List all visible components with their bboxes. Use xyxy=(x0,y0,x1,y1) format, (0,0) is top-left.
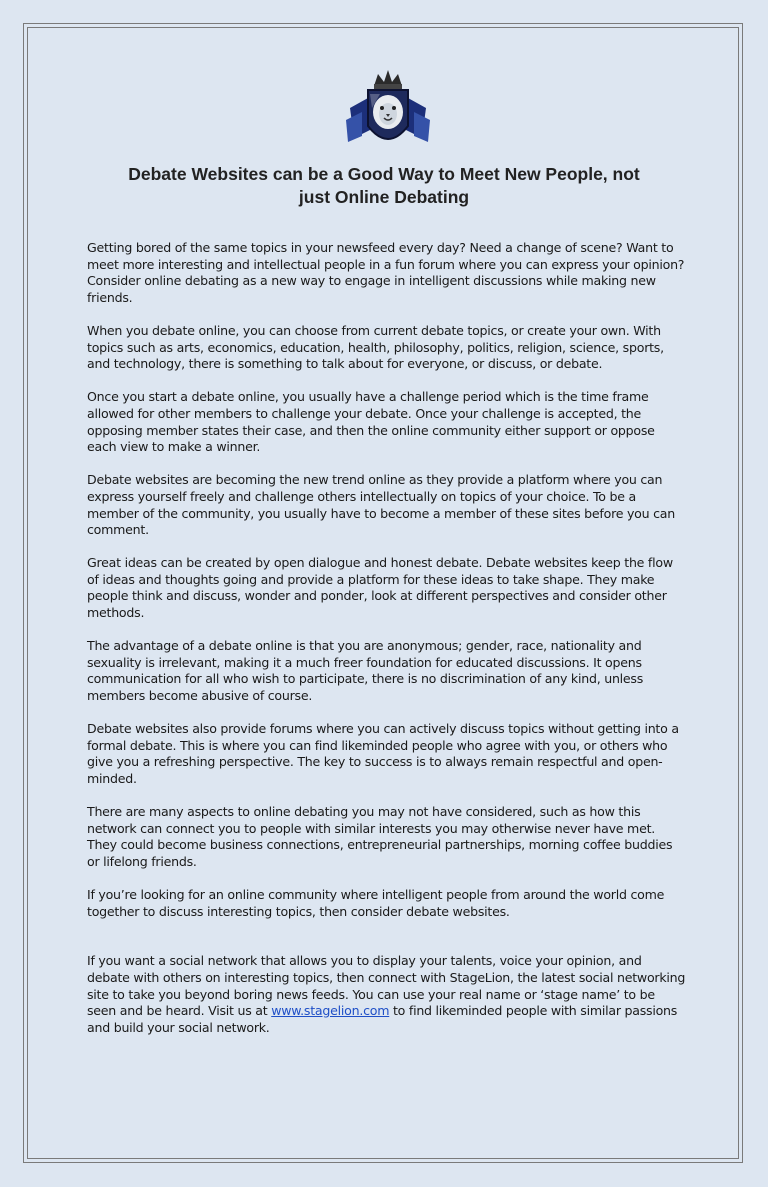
paragraph: Great ideas can be created by open dialogue and honest debate. Debate websites keep the flow of ideas and thoughts going and provide a platform for these ideas to take shape. They make people think and discuss, wonder and ponder, look at different perspectives and consider other methods. xyxy=(87,555,673,621)
closing-text-after-link: to find likeminded people with similar passions and build your social network. xyxy=(87,1003,678,1035)
paragraph: Once you start a debate online, you usually have a challenge period which is the time frame allowed for other members to challenge your debate. Once your challenge is accepted, the opposing member states their case, and then the online community either support or oppose each view to make a winner. xyxy=(87,389,655,455)
title-line-1: Debate Websites can be a Good Way to Meet New People, not xyxy=(128,164,640,184)
lion-crest-logo-icon xyxy=(340,68,436,154)
paragraph: Debate websites are becoming the new trend online as they provide a platform where you can express yourself freely and challenge others intellectually on topics of your choice. To be a member of the community, you usually have to become a member of these sites before you can comment. xyxy=(87,472,675,538)
paragraph: Getting bored of the same topics in your newsfeed every day? Need a change of scene? Want to meet more interesting and intellectual people in a fun forum where you can express your opinion? Consider online debating as a new way to engage in intelligent discussions while making new friends. xyxy=(87,240,685,305)
document-title xyxy=(78,163,690,209)
closing-paragraph xyxy=(87,953,687,1036)
paragraph: The advantage of a debate online is that you are anonymous; gender, race, nationality and sexuality is irrelevant, making it a much freer foundation for educated discussions. It opens communication for all who wish to participate, there is no discrimination of any kind, unless members become abusive of course. xyxy=(87,638,644,704)
paragraph: There are many aspects to online debating you may not have considered, such as how this network can connect you to people with similar interests you may otherwise never have met. They could become business connections, entrepreneurial partnerships, morning coffee buddies or lifelong friends. xyxy=(87,804,673,869)
paragraph: When you debate online, you can choose from current debate topics, or create your own. With topics such as arts, economics, education, health, philosophy, politics, religion, science, sports, and technology, there is something to talk about for everyone, or discuss, or debate. xyxy=(87,322,664,372)
closing-text-before-link: If you want a social network that allows you to display your talents, voice your opinion, and debate with others on interesting topics, then connect with StageLion, the latest social networking site to take you beyond boring news feeds. You can use your real name or ‘stage name’ to be seen and be heard. Visit us at xyxy=(87,953,686,1019)
document-body xyxy=(87,240,687,1053)
paragraph: If you’re looking for an online community where intelligent people from around the world come together to discuss interesting topics, then consider debate websites. xyxy=(87,887,665,919)
paragraph: Debate websites also provide forums where you can actively discuss topics without getting into a formal debate. This is where you can find likeminded people who agree with you, or others who give you a refreshing perspective. The key to success is to always remain respectful and open-minded. xyxy=(87,721,679,786)
stagelion-link[interactable]: www.stagelion.com xyxy=(271,1003,390,1019)
title-line-2: just Online Debating xyxy=(298,187,470,207)
